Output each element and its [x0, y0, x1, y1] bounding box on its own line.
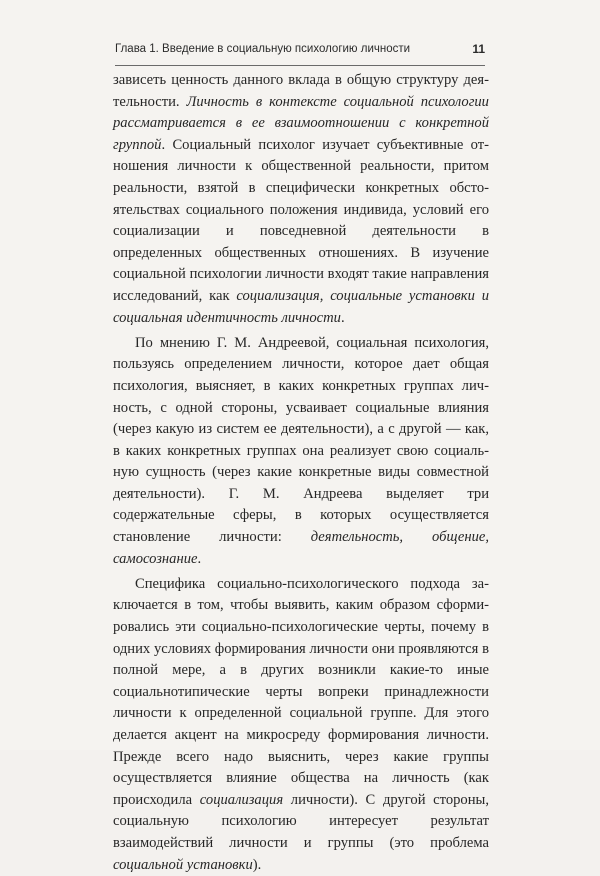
chapter-title: Глава 1. Введение в социальную психологию личности [115, 43, 411, 55]
text-run: По мнению Г. М. Андреевой, социальная психология, пользуясь определением личности, которое дает общая психология, выясняет, в каких конкретных группах личность, с одной стороны, усваивает социальные влияния (через какую из систем ее деятельности), а с другой — как, в каких конкретных группах она реализует свою социальную сущность (через какие конкретные виды совместной деятельности). Г. М. Андреева выделяет три содержательные сферы, в которых осуществляется становление личности: [113, 334, 489, 546]
paragraph [113, 70, 489, 329]
text-run: . Социальный психолог изучает субъективные отношения личности к общественной реальности, притом реальности, взятой в специфически конкретных обстоятельствах социального положения индивида, условий его социализации и повседневной деятельности в определенных общественных отношениях. В изучение социальной психологии личности входят такие направления исследований, как [113, 136, 489, 304]
page-body [113, 70, 489, 876]
text-run: . [340, 309, 345, 326]
italic-text-run: социализация [199, 791, 284, 808]
text-run: зависеть ценность данного вклада в общую структуру деятельности. [113, 72, 489, 110]
text-run: Специфика социально-психологического подхода заключается в том, чтобы выявить, каким образом сформировались эти социально-психологические черты, почему в одних условиях формирования личности они проявляются в полной мере, а в других возникли какие-то иные социальнотипические черты вопреки принадлежности личности к определенной социальной группе. Для этого делается акцент на микросреду формирования личности. Прежде всего надо выяснить, через какие группы осуществляется влияние общества на личность (как происходила [113, 575, 489, 808]
paragraph [113, 333, 489, 571]
italic-text-run: Личность в контексте социальной психологии рассматривается в ее взаимоотношении с конкретной группой [113, 93, 489, 153]
text-run: . [197, 550, 202, 567]
italic-text-run: социализация, социальные установки и социальная идентичность личности [113, 287, 489, 326]
italic-text-run: деятельность, общение, самосознание [113, 529, 490, 567]
italic-text-run: социальной установки [113, 856, 253, 873]
page-number: 11 [472, 42, 485, 56]
text-run: личности). С другой стороны, социальную психологию интересует результат взаимодействий личности и группы (это проблема [113, 791, 489, 851]
paragraph [113, 574, 489, 876]
running-header [115, 34, 485, 66]
text-run: ). [252, 856, 262, 873]
